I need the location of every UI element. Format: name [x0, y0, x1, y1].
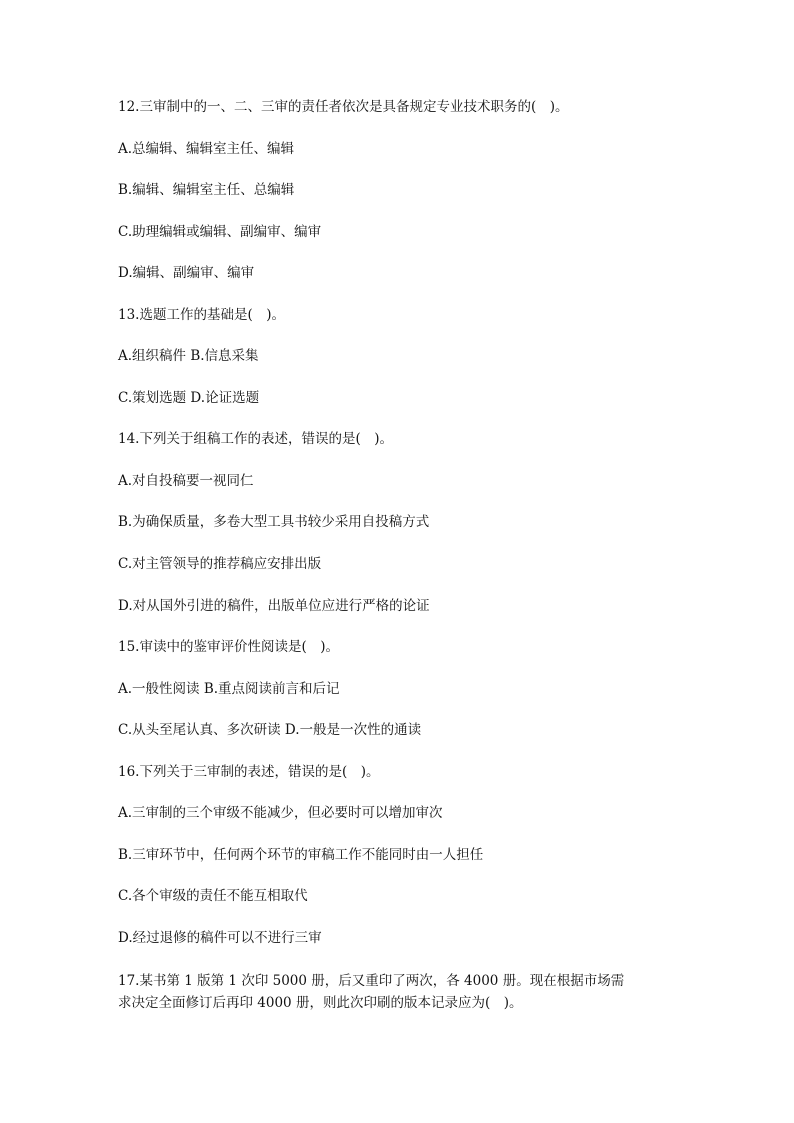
question-12-option-b: B.编辑、编辑室主任、总编辑 [118, 182, 295, 198]
question-14-option-b: B.为确保质量，多卷大型工具书较少采用自投稿方式 [118, 514, 430, 530]
question-14-stem: 14.下列关于组稿工作的表述，错误的是( )。 [118, 431, 394, 447]
question-15-options-ab: A.一般性阅读 B.重点阅读前言和后记 [118, 681, 340, 697]
question-16-option-a: A.三审制的三个审级不能减少，但必要时可以增加审次 [118, 805, 443, 821]
question-12-option-d: D.编辑、副编审、编审 [118, 265, 255, 281]
question-15-stem: 15.审读中的鉴审评价性阅读是( )。 [118, 639, 340, 655]
question-12-option-c: C.助理编辑或编辑、副编审、编审 [118, 224, 322, 240]
question-17-stem: 17.某书第 1 版第 1 次印 5000 册，后又重印了两次，各 4000 册。现在根据市场需求决定全面修订后再印 4000 册，则此次印刷的版本记录应为( )。 [118, 973, 625, 1011]
question-16-option-c: C.各个审级的责任不能互相取代 [118, 888, 308, 904]
question-13-stem: 13.选题工作的基础是( )。 [118, 307, 286, 323]
question-14-option-c: C.对主管领导的推荐稿应安排出版 [118, 556, 322, 572]
question-12-stem: 12.三审制中的一、二、三审的责任者依次是具备规定专业技术职务的( )。 [118, 99, 569, 115]
question-13-options-cd: C.策划选题 D.论证选题 [118, 390, 260, 406]
question-12-option-a: A.总编辑、编辑室主任、编辑 [118, 141, 295, 157]
question-13-options-ab: A.组织稿件 B.信息采集 [118, 348, 259, 364]
question-16-stem: 16.下列关于三审制的表述，错误的是( )。 [118, 764, 380, 780]
question-16-option-b: B.三审环节中，任何两个环节的审稿工作不能同时由一人担任 [118, 847, 484, 863]
question-16-option-d: D.经过退修的稿件可以不进行三审 [118, 930, 322, 946]
question-14-option-a: A.对自投稿要一视同仁 [118, 473, 254, 489]
question-15-options-cd: C.从头至尾认真、多次研读 D.一般是一次性的通读 [118, 722, 422, 738]
question-14-option-d: D.对从国外引进的稿件，出版单位应进行严格的论证 [118, 598, 430, 614]
